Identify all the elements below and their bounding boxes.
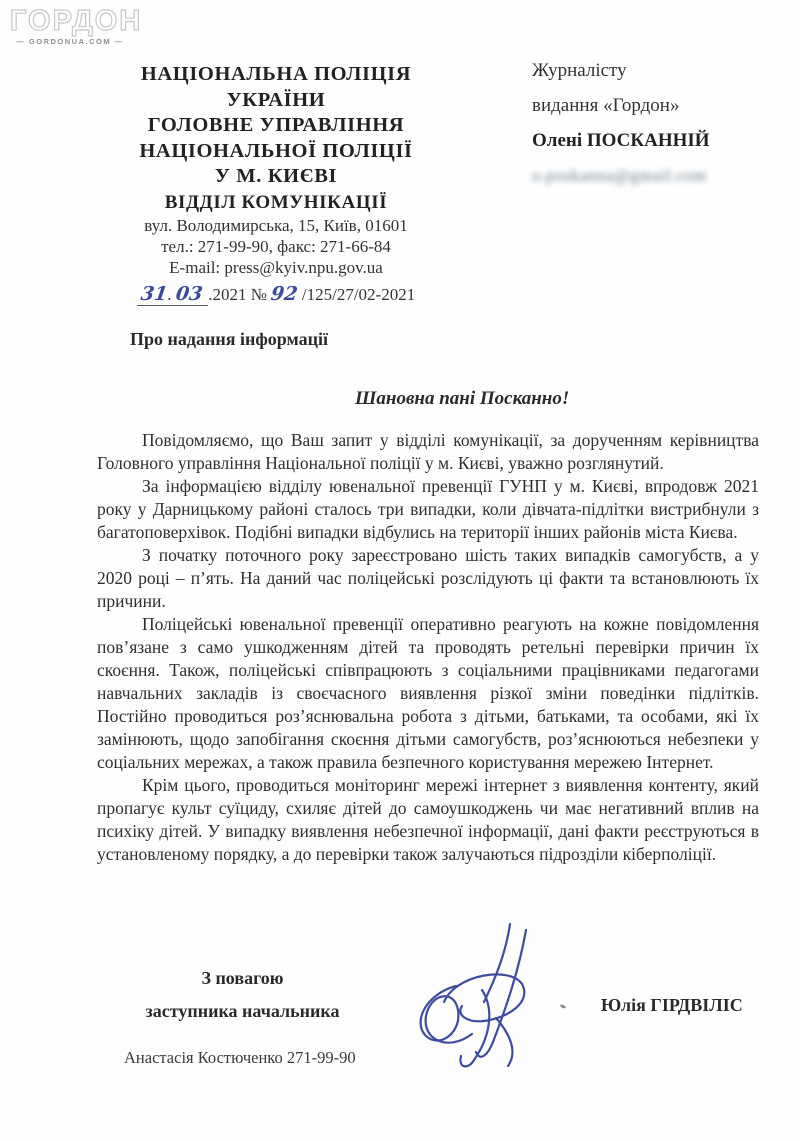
body-paragraph: Крім цього, проводиться моніторинг мережі інтернет з виявлення контенту, який пропагує культ суїциду, схиляє дітей до самоушкоджень чи має негативний вплив на психіку дітей. У випадку виявлення небезпечної інформації, дані факти реєструються в установленому порядку, а до перевірки також залучаються підрозділи кіберполіції. <box>97 775 759 864</box>
letter-body <box>97 429 759 866</box>
gordon-logo <box>10 5 143 46</box>
recipient-role: Журналісту <box>532 60 627 81</box>
gordon-logo-title: ГОРДОН <box>10 5 143 37</box>
reference-number: /125/27/02-2021 <box>301 284 416 304</box>
date-year: .2021 <box>208 284 247 304</box>
body-paragraph: За інформацією відділу ювенальної превенції ГУНП у м. Києві, впродовж 2021 року у Дарницькому районі сталось три випадки, коли дівчата-підлітки вистрибнули з багатоповерхівок. Подібні випадки відбулись на території інших районів міста Києва. <box>97 476 759 542</box>
date-reference-line <box>108 283 444 305</box>
org-name-line: У М. КИЄВІ <box>214 165 338 187</box>
date-separator: . <box>167 284 176 304</box>
signature-scrawl-icon <box>398 922 568 1082</box>
signer-name: Юлія ГІРДВІЛІС <box>601 995 743 1015</box>
recipient-block <box>532 60 762 200</box>
letterhead-block <box>108 62 444 305</box>
closing-title: заступника начальника <box>145 1001 340 1021</box>
body-paragraph: Поліцейські ювенальної превенції оперативно реагують на кожне повідомлення пов’язане з само ушкодженням дітей та проводять ретельні перевірки причин їх скоєння. Також, поліцейські співпрацюють з соціальними працівниками педагогами навчальних закладів із своєчасного виявлення різкої зміни поведінки підлітків. Постійно проводиться роз’яснювальна робота з дітьми, батьками, та особами, які їх замінюють, щодо запобігання скоєння дітьми самогубств, роз’яснюються небезпеки у соціальних мережах, а також правила безпечного користування мережею Інтернет. <box>97 614 759 772</box>
subject-line: Про надання інформації <box>130 329 329 349</box>
address-line: вул. Володимирська, 15, Київ, 01601 <box>144 215 408 235</box>
gordon-logo-subtitle: — GORDONUA.COM — <box>16 37 124 46</box>
executor-contact: Анастасія Костюченко 271-99-90 <box>124 1048 356 1067</box>
handwritten-doc-number: 92 <box>269 282 300 305</box>
closing-block <box>130 962 355 1028</box>
recipient-name: Олені ПОСКАННІЙ <box>532 130 710 151</box>
recipient-email-redacted: o.poskanna@gmail.com <box>532 166 707 185</box>
email-line: E-mail: press@kyiv.npu.gov.ua <box>169 257 383 277</box>
org-name-line: НАЦІОНАЛЬНА ПОЛІЦІЯ <box>140 63 412 85</box>
handwritten-day: 31 <box>139 282 169 305</box>
salutation-line: Шановна пані Посканно! <box>355 388 570 409</box>
org-name-line: ГОЛОВНЕ УПРАВЛІННЯ <box>147 114 405 136</box>
number-sign: № <box>250 284 267 304</box>
body-paragraph: Повідомляємо, що Ваш запит у відділі комунікації, за дорученням керівництва Головного управління Національної поліції у м. Києві, уважно розглянутий. <box>97 430 759 473</box>
signature-ink <box>398 922 568 1087</box>
org-name-line: НАЦІОНАЛЬНОЇ ПОЛІЦІЇ <box>139 139 413 162</box>
recipient-publication: видання «Гордон» <box>532 95 680 116</box>
handwritten-month: 03 <box>174 282 204 305</box>
org-name-line: УКРАЇНИ <box>226 88 326 111</box>
closing-regards: З повагою <box>201 968 284 988</box>
phone-fax-line: тел.: 271-99-90, факс: 271-66-84 <box>161 236 391 256</box>
handwritten-date-group <box>137 282 208 306</box>
department-name: ВІДДІЛ КОМУНІКАЦІЇ <box>164 191 388 213</box>
body-paragraph: З початку поточного року зареєстровано шість таких випадків самогубств, а у 2020 році – п’ять. На даний час поліцейські розслідують ці факти та встановлюють їх причини. <box>97 545 759 611</box>
